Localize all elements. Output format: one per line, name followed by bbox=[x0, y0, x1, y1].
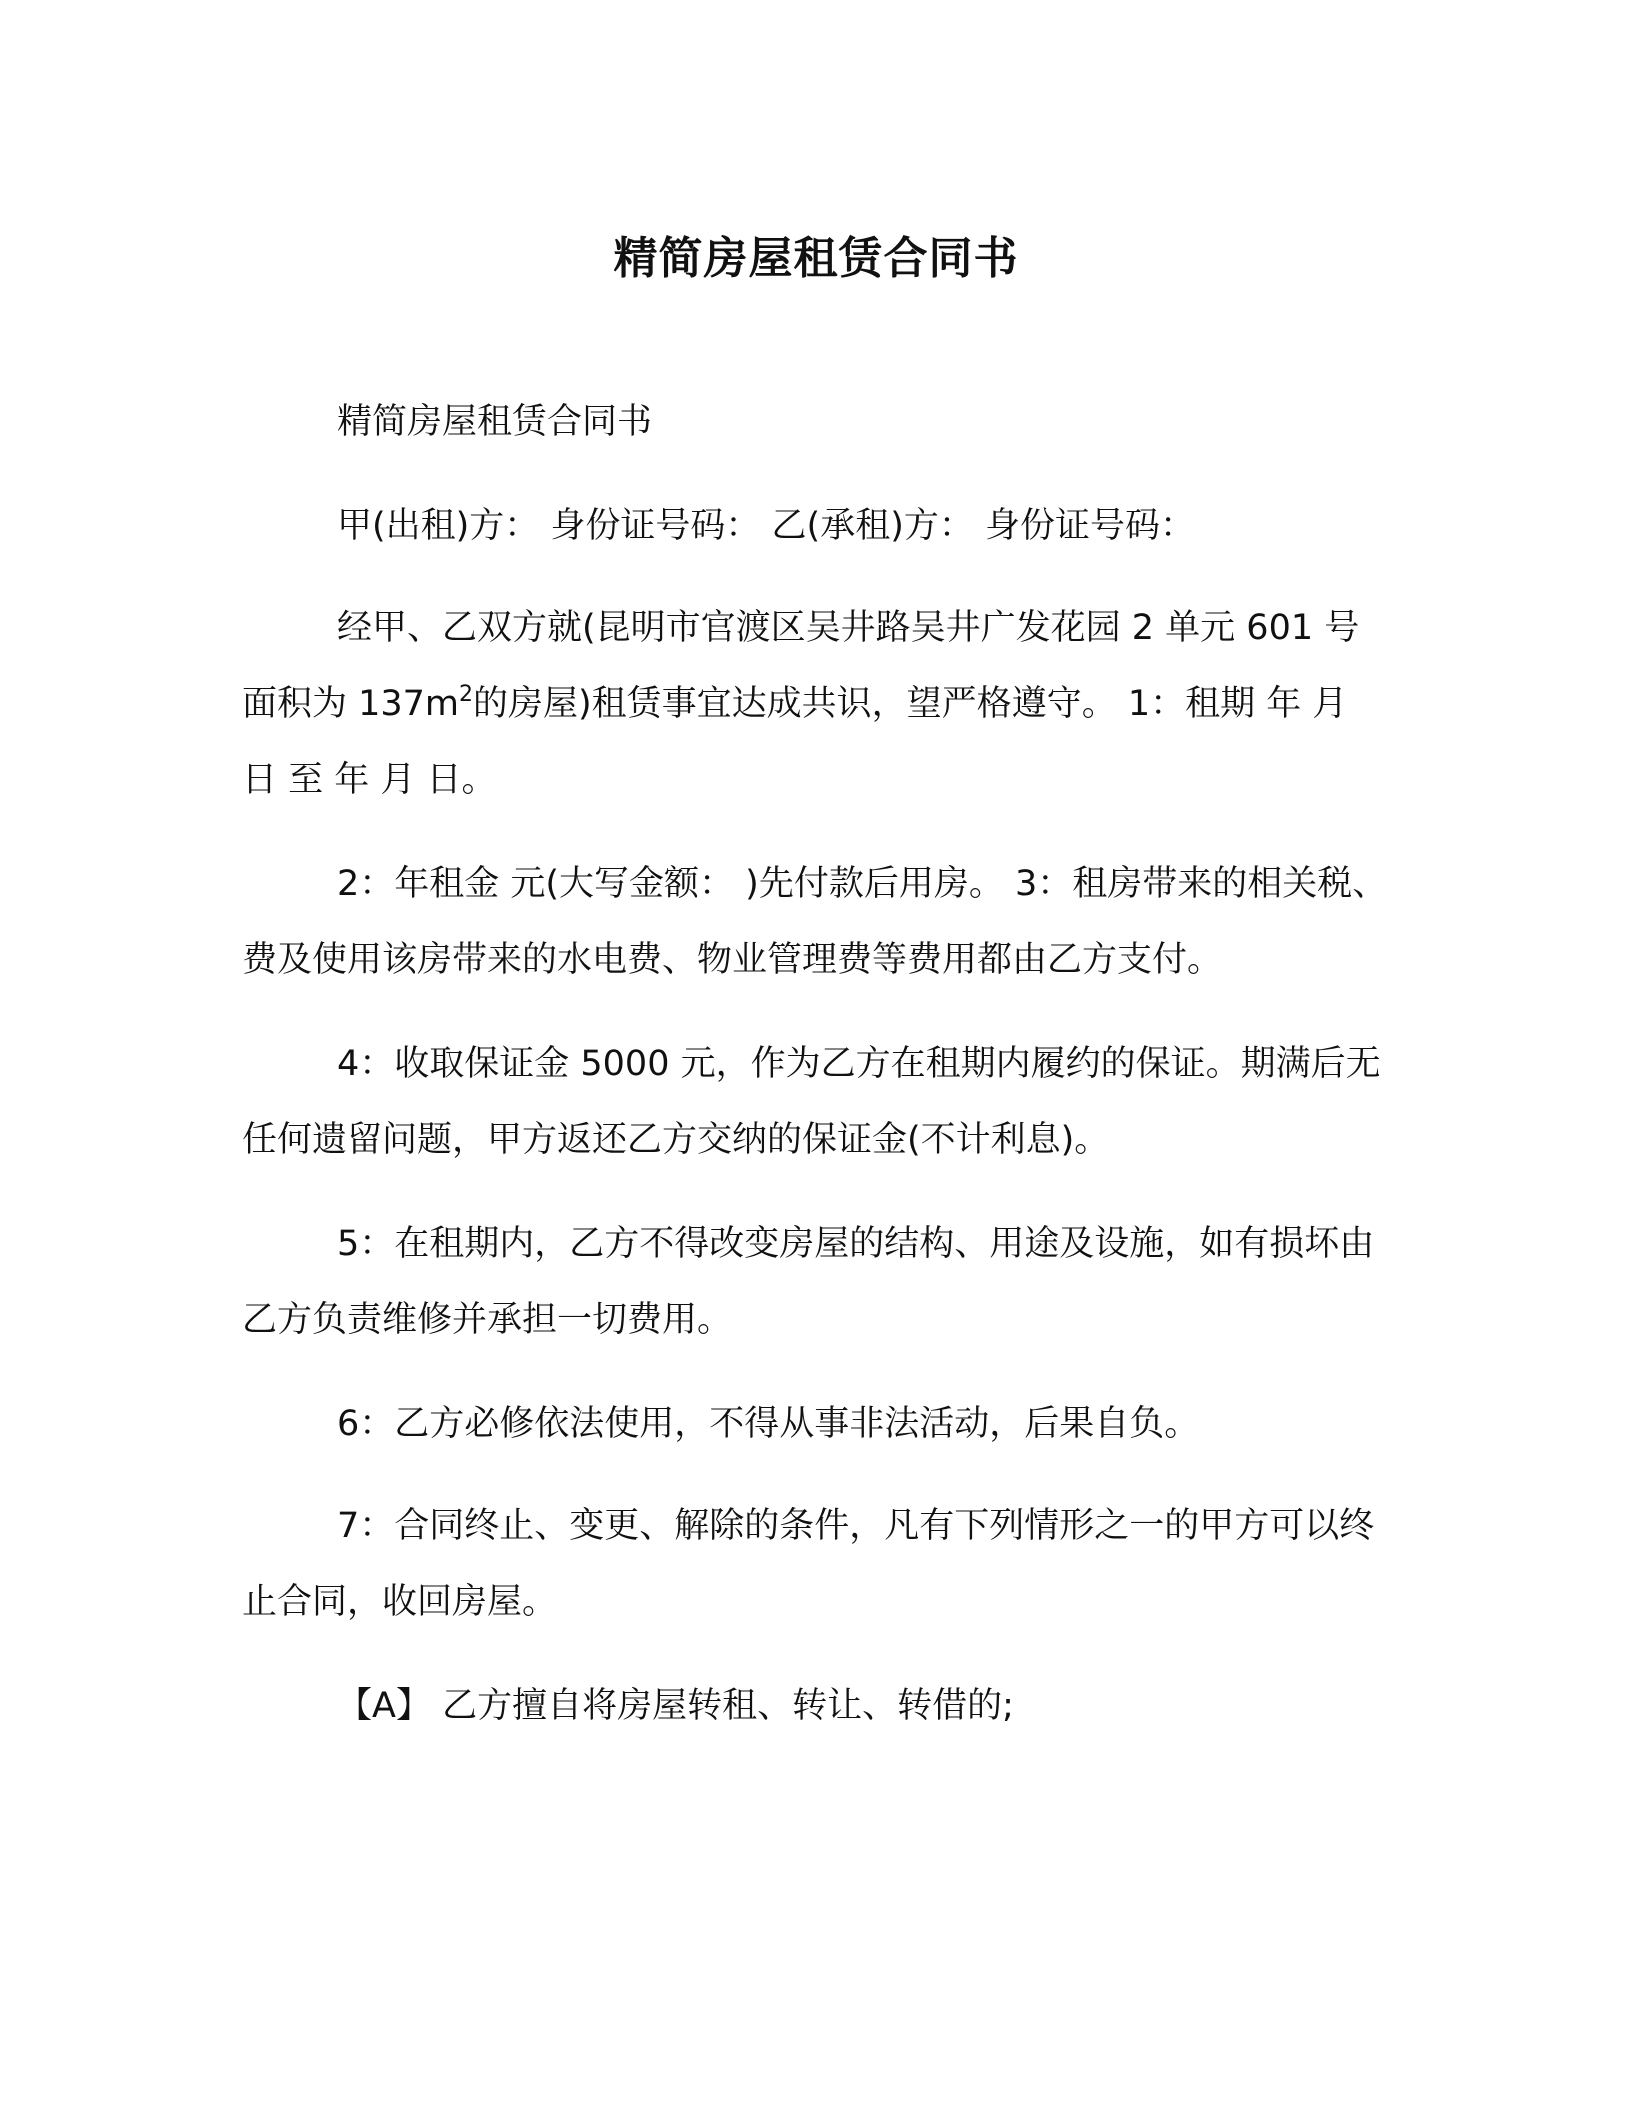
paragraph-clause-a: 【A】 乙方擅自将房屋转租、转让、转借的; bbox=[337, 1686, 1014, 1726]
document-title: 精简房屋租赁合同书 bbox=[613, 233, 1019, 284]
paragraph-termination-conditions: 7：合同终止、变更、解除的条件，凡有下列情形之一的甲方可以终止合同，收回房屋。 bbox=[242, 1506, 1375, 1622]
paragraph-property-and-term bbox=[242, 590, 1392, 818]
property-text-part1: 经甲、乙双方就(昆明市官渡区吴井路吴井广发花园 2 单元 601 号面积为 137m bbox=[242, 608, 1360, 724]
paragraph-rent-and-fees: 2：年租金 元(大写金额： )先付款后用房。 3：租房带来的相关税、费及使用该房带来的水电费、物业管理费等费用都由乙方支付。 bbox=[242, 864, 1388, 980]
paragraph-parties: 甲(出租)方： 身份证号码： 乙(承租)方： 身份证号码： bbox=[337, 506, 1195, 546]
paragraph-subtitle: 精简房屋租赁合同书 bbox=[337, 402, 653, 442]
paragraph-deposit: 4：收取保证金 5000 元，作为乙方在租期内履约的保证。期满后无任何遗留问题，甲方返还乙方交纳的保证金(不计利息)。 bbox=[242, 1044, 1381, 1160]
paragraph-structure-changes: 5：在租期内，乙方不得改变房屋的结构、用途及设施，如有损坏由乙方负责维修并承担一切费用。 bbox=[242, 1224, 1375, 1340]
property-text-part2: 的房屋)租赁事宜达成共识，望严格遵守。 1：租期 年 月 日 至 年 月 日。 bbox=[242, 684, 1348, 800]
paragraph-lawful-use: 6：乙方必修依法使用，不得从事非法活动，后果自负。 bbox=[337, 1404, 1200, 1444]
area-unit-superscript: 2 bbox=[459, 682, 474, 707]
